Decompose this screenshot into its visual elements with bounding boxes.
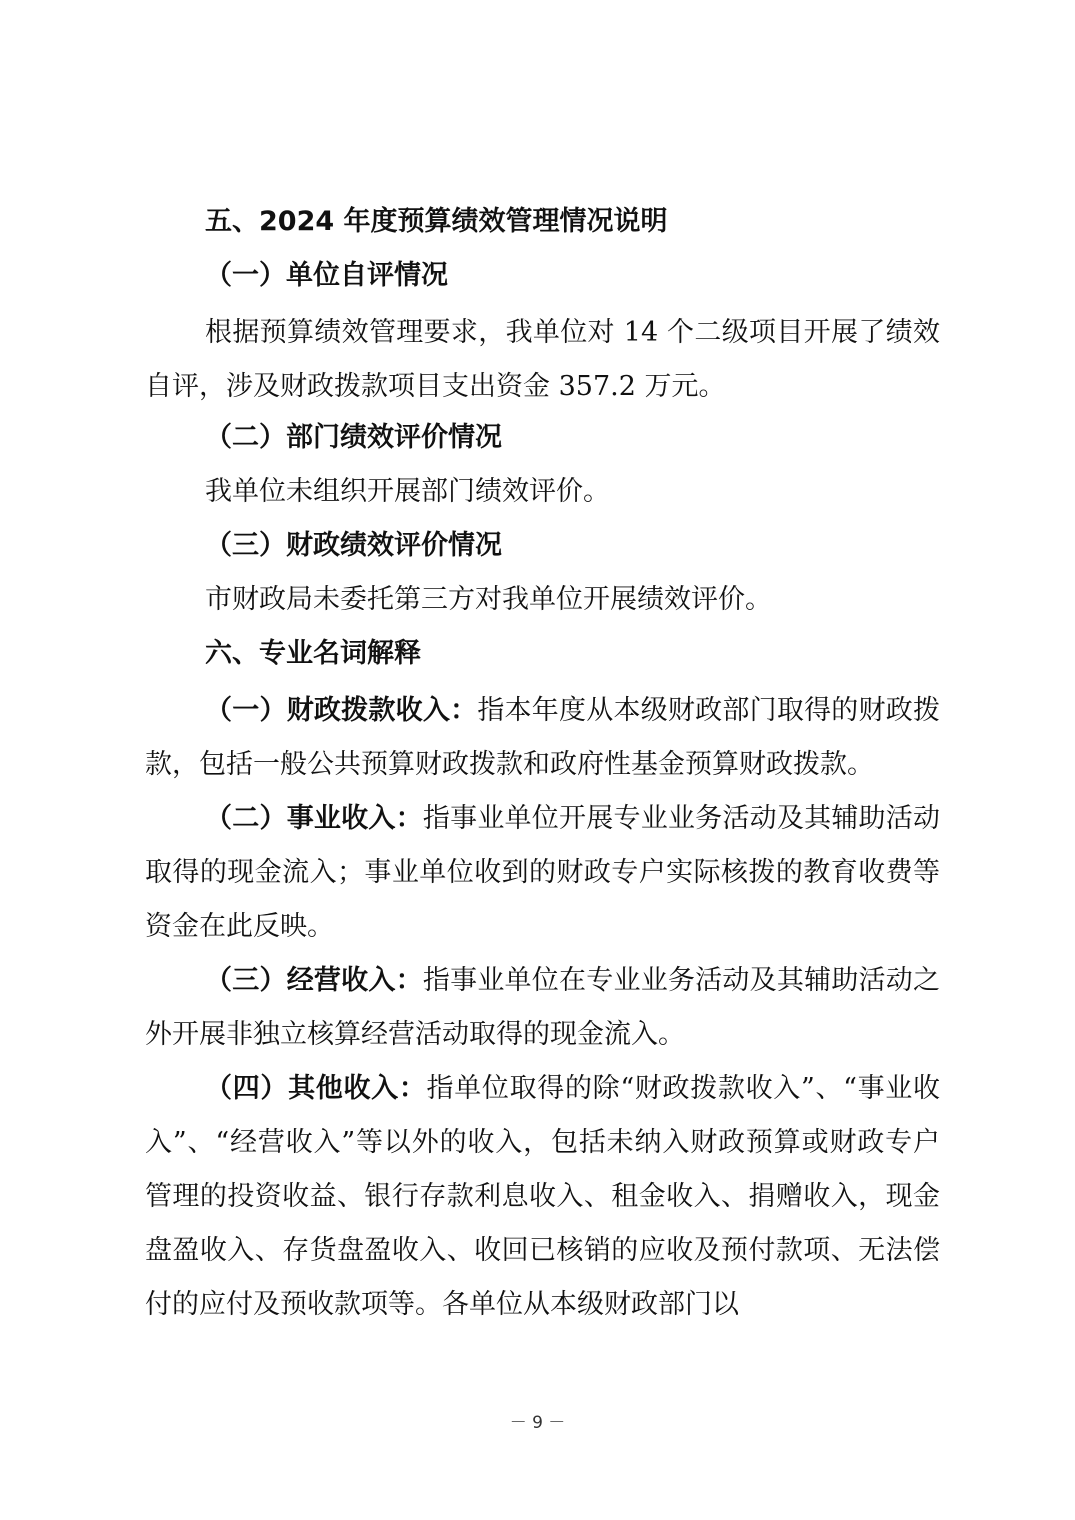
term-definition-other-income [145, 1062, 940, 1332]
section-5-heading: 五、2024 年度预算绩效管理情况说明 [205, 206, 668, 237]
term-definition-fiscal-appropriation [145, 684, 940, 792]
subsection-self-evaluation-heading: （一）单位自评情况 [205, 260, 448, 291]
term-text: 指单位取得的除“财政拨款收入”、“事业收入”、“经营收入”等以外的收入，包括未纳入财政预算或财政专户管理的投资收益、银行存款利息收入、租金收入、捐赠收入，现金盘盈收入、存货盘盈收入、收回已核销的应收及预付款项、无法偿付的应付及预收款项等。各单位从本级财政部门以 [145, 1073, 940, 1320]
finance-evaluation-paragraph: 市财政局未委托第三方对我单位开展绩效评价。 [205, 584, 772, 615]
subsection-department-evaluation-heading: （二）部门绩效评价情况 [205, 422, 502, 453]
term-label: （二）事业收入： [205, 803, 423, 834]
subsection-finance-evaluation-heading: （三）财政绩效评价情况 [205, 530, 502, 561]
term-text: 指事业单位在专业业务活动及其辅助活动之外开展非独立核算经营活动取得的现金流入。 [145, 965, 941, 1050]
self-evaluation-paragraph: 根据预算绩效管理要求，我单位对 14 个二级项目开展了绩效自评，涉及财政拨款项目支出资金 357.2 万元。 [145, 317, 940, 402]
term-text: 指事业单位开展专业业务活动及其辅助活动取得的现金流入；事业单位收到的财政专户实际核拨的教育收费等资金在此反映。 [145, 803, 941, 942]
term-label: （一）财政拨款收入： [205, 695, 478, 726]
term-definition-business-income [145, 792, 940, 954]
page-number: － 9 － [509, 1413, 566, 1433]
term-text: 指本年度从本级财政部门取得的财政拨款，包括一般公共预算财政拨款和政府性基金预算财政拨款。 [145, 695, 941, 780]
section-6-heading: 六、专业名词解释 [205, 638, 421, 669]
department-evaluation-paragraph: 我单位未组织开展部门绩效评价。 [205, 476, 610, 507]
term-label: （四）其他收入： [205, 1073, 427, 1104]
term-label: （三）经营收入： [205, 965, 423, 996]
term-definition-operating-income [145, 954, 940, 1062]
